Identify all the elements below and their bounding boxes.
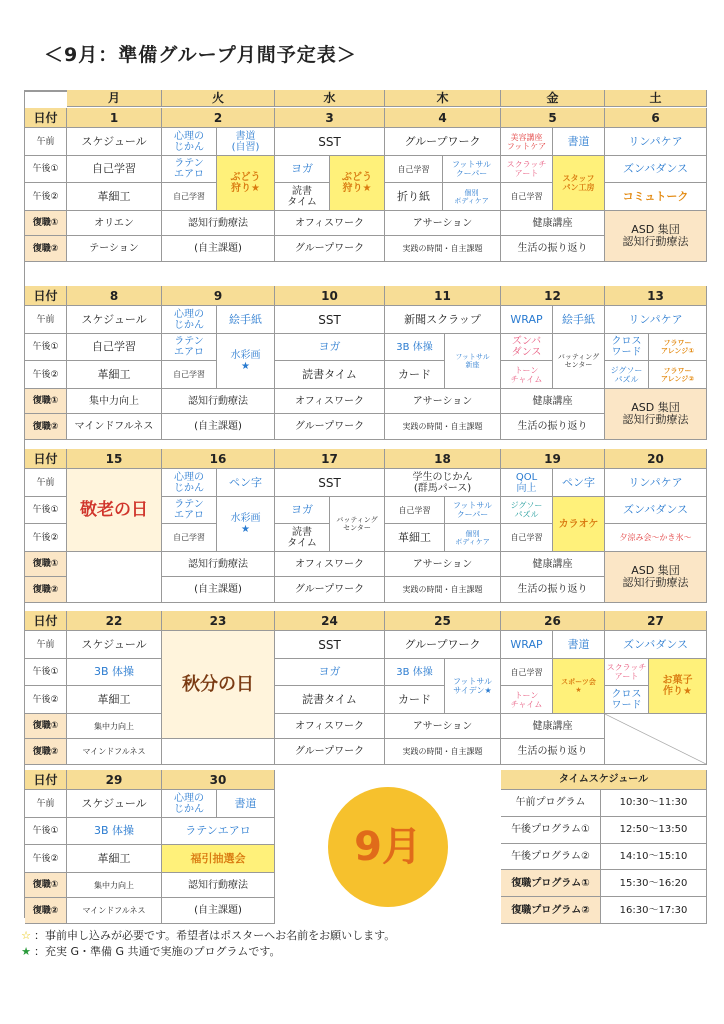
pm1-tue-a: ラテン エアロ <box>162 156 217 183</box>
rev2-3: 生活の振り返り <box>501 739 605 765</box>
pm1-fri-a: 自己学習 <box>501 659 553 686</box>
row-label-pm2: 午後② <box>25 361 67 389</box>
rev1-2: アサーション <box>385 714 501 739</box>
pm2-mon: 革細工 <box>67 686 162 714</box>
am-fri-b: 書道 <box>553 128 605 156</box>
pm2-tue-a: 自己学習 <box>162 524 217 552</box>
asd-block: ASD 集団 認知行動療法 <box>605 389 707 440</box>
date-cell: 9 <box>162 286 275 306</box>
date-cell: 5 <box>501 108 605 128</box>
row-label-pm2: 午後② <box>25 845 67 873</box>
am-wed: SST <box>275 631 385 659</box>
am-fri-a: QOL 向上 <box>501 469 553 497</box>
row-label-am: 午前 <box>25 790 67 818</box>
pm2-mon: 革細工 <box>67 361 162 389</box>
pm1-wed: ヨガ <box>275 659 385 686</box>
pm1-mon: 自己学習 <box>67 334 162 361</box>
timeschedule-time: 14:10〜15:10 <box>601 844 707 871</box>
legend-item-shared <box>20 944 395 960</box>
page-title: ＜9月：準備グループ月間予定表＞ <box>44 44 357 66</box>
am-fri-b: 絵手紙 <box>553 306 605 334</box>
am-tue-a: 心理の じかん <box>162 128 217 156</box>
am-tue-a: 心理の じかん <box>162 790 217 818</box>
am-mon: スケジュール <box>67 306 162 334</box>
weekday-5: 土 <box>605 90 707 107</box>
row-label-date: 日付 <box>25 611 67 631</box>
row-label-rev2: 復職② <box>25 577 67 603</box>
timeschedule-name: 午前プログラム <box>501 790 601 817</box>
pm2-mon: 革細工 <box>67 183 162 211</box>
am-wed: SST <box>275 306 385 334</box>
pm2-tue-a: 自己学習 <box>162 183 217 211</box>
rev1-1: オフィスワーク <box>275 552 385 577</box>
pm2-tue: 福引抽選会 <box>162 845 275 873</box>
am-thu: グループワーク <box>385 128 501 156</box>
date-cell: 24 <box>275 611 385 631</box>
timeschedule-time: 16:30〜17:30 <box>601 897 707 924</box>
row-label-pm2: 午後② <box>25 686 67 714</box>
date-cell: 15 <box>67 449 162 469</box>
pm1-mon: 3B 体操 <box>67 659 162 686</box>
date-cell: 13 <box>605 286 707 306</box>
pm2-thu-a: 折り紙 <box>385 183 443 211</box>
weekday-0: 月 <box>67 90 162 107</box>
row-label-pm1: 午後① <box>25 334 67 361</box>
pm1-tue-b: 水彩画 ★ <box>217 334 275 389</box>
pm1-tue-a: ラテン エアロ <box>162 497 217 524</box>
row-label-rev2: 復職② <box>25 898 67 924</box>
date-cell: 11 <box>385 286 501 306</box>
am-sat: リンパケア <box>605 128 707 156</box>
month-illustration <box>275 770 501 924</box>
row-label-rev2: 復職② <box>25 236 67 262</box>
pm1-fri-a: ズンバ ダンス <box>501 334 553 361</box>
timeschedule-name: 午後プログラム② <box>501 844 601 871</box>
rev2-1: (自主課題) <box>162 236 275 262</box>
pm1-thu-a: 自己学習 <box>385 156 443 183</box>
am-thu: 新聞スクラップ <box>385 306 501 334</box>
row-label-am: 午前 <box>25 128 67 156</box>
date-cell: 1 <box>67 108 162 128</box>
rev2-0: テーション <box>67 236 162 262</box>
row-label-date: 日付 <box>25 770 67 790</box>
row-label-date: 日付 <box>25 286 67 306</box>
rev2-2: グループワーク <box>275 414 385 440</box>
pm1-thu-b: フットサル クーパー <box>443 156 501 183</box>
date-cell: 19 <box>501 449 605 469</box>
row-label-date: 日付 <box>25 108 67 128</box>
asd-block: ASD 集団 認知行動療法 <box>605 552 707 603</box>
date-cell: 4 <box>385 108 501 128</box>
row-label-pm1: 午後① <box>25 659 67 686</box>
date-cell: 2 <box>162 108 275 128</box>
pm1-sat-b: お菓子 作り★ <box>649 659 707 714</box>
am-thu: 学生のじかん (群馬パース) <box>385 469 501 497</box>
am-fri-b: ペン字 <box>553 469 605 497</box>
legend-text: ：事前申し込みが必要です。希望者はポスターへお名前をお願いします。 <box>34 929 396 942</box>
pm1-thu-a: 3B 体操 <box>385 334 445 361</box>
am-mon: スケジュール <box>67 790 162 818</box>
rev2-0: マインドフルネス <box>67 414 162 440</box>
legend-item-reservation <box>20 928 395 944</box>
am-tue-b: ペン字 <box>217 469 275 497</box>
rev1-2: オフィスワーク <box>275 389 385 414</box>
am-tue-b: 書道 <box>217 790 275 818</box>
pm1-fri-a: ジグソー パズル <box>501 497 553 524</box>
am-wed: SST <box>275 469 385 497</box>
blank <box>67 552 162 603</box>
am-mon: スケジュール <box>67 128 162 156</box>
date-cell: 18 <box>385 449 501 469</box>
row-label-rev2: 復職② <box>25 739 67 765</box>
weekday-4: 金 <box>501 90 605 107</box>
pm1-sat-b: フラワー アレンジ① <box>649 334 707 361</box>
rev1-tue: 認知行動療法 <box>162 873 275 898</box>
pm2-fri-a: トーン チャイム <box>501 686 553 714</box>
row-label-am: 午前 <box>25 469 67 497</box>
am-tue-b: 絵手紙 <box>217 306 275 334</box>
row-label-am: 午前 <box>25 306 67 334</box>
pm2-fri-a: トーン チャイム <box>501 361 553 389</box>
star-yellow-icon: ☆ <box>21 929 31 942</box>
row-label-rev1: 復職① <box>25 211 67 236</box>
weekday-3: 木 <box>385 90 501 107</box>
rev1-2: オフィスワーク <box>275 211 385 236</box>
pm1-mon: 3B 体操 <box>67 818 162 845</box>
pm1-thu-b: フットサル サイデン★ <box>445 659 501 714</box>
timeschedule-name: 復職プログラム① <box>501 870 601 897</box>
holiday-illustration: 敬老の日 <box>67 469 162 552</box>
date-cell: 17 <box>275 449 385 469</box>
date-cell: 26 <box>501 611 605 631</box>
row-label-rev2: 復職② <box>25 414 67 440</box>
pm1-wed: ヨガ <box>275 334 385 361</box>
rev1-4: 健康講座 <box>501 389 605 414</box>
pm1-sat-a: スクラッチ アート <box>605 659 649 686</box>
rev2-1: グループワーク <box>275 739 385 765</box>
weekday-1: 火 <box>162 90 275 107</box>
weekday-2: 水 <box>275 90 385 107</box>
pm1-wed-b: バッティング センター <box>330 497 385 552</box>
diagonal-blank <box>605 714 707 765</box>
holiday-illustration: 秋分の日 <box>162 631 275 739</box>
pm2-thu-b: 個別 ボディケア <box>445 524 501 552</box>
pm1-fri-a: スクラッチ アート <box>501 156 553 183</box>
pm1-thu-a: 自己学習 <box>385 497 445 524</box>
row-label-rev1: 復職① <box>25 714 67 739</box>
rev1-2: アサーション <box>385 552 501 577</box>
date-cell: 25 <box>385 611 501 631</box>
timeschedule-time: 10:30〜11:30 <box>601 790 707 817</box>
row-label-pm2: 午後② <box>25 524 67 552</box>
timeschedule-title: タイムスケジュール <box>501 770 707 790</box>
rev1-0: オリエン <box>67 211 162 236</box>
date-cell: 22 <box>67 611 162 631</box>
rev2-3: 生活の振り返り <box>501 577 605 603</box>
star-green-icon: ★ <box>21 945 31 958</box>
am-tue-a: 心理の じかん <box>162 306 217 334</box>
rev1-mon: 集中力向上 <box>67 714 162 739</box>
date-cell: 10 <box>275 286 385 306</box>
timeschedule-name: 午後プログラム① <box>501 817 601 844</box>
date-cell: 30 <box>162 770 275 790</box>
am-tue-b: 書道 (自習) <box>217 128 275 156</box>
pm1-wed-b: ぶどう 狩り★ <box>330 156 385 211</box>
pm1-tue-a: ラテン エアロ <box>162 334 217 361</box>
rev1-1: 認知行動療法 <box>162 211 275 236</box>
pm2-thu-b: 個別 ボディケア <box>443 183 501 211</box>
rev2-tue: (自主課題) <box>162 898 275 924</box>
row-label-rev1: 復職① <box>25 552 67 577</box>
am-tue-a: 心理の じかん <box>162 469 217 497</box>
rev1-1: オフィスワーク <box>275 714 385 739</box>
rev1-mon: 集中力向上 <box>67 873 162 898</box>
rev1-0: 認知行動療法 <box>162 552 275 577</box>
am-fri-a: WRAP <box>501 631 553 659</box>
pm2-thu-a: カード <box>385 686 445 714</box>
am-fri-a: 美容講座 フットケア <box>501 128 553 156</box>
row-label-pm1: 午後① <box>25 156 67 183</box>
month-circle-icon: 9月 <box>328 787 448 907</box>
pm2-wed-a: 読書 タイム <box>275 183 330 211</box>
am-sat: リンパケア <box>605 306 707 334</box>
am-thu: グループワーク <box>385 631 501 659</box>
date-cell: 29 <box>67 770 162 790</box>
legend-text: ：充実 G・準備 G 共通で実施のプログラムです。 <box>34 945 281 958</box>
pm2-sat-a: クロス ワード <box>605 686 649 714</box>
pm1-mon: 自己学習 <box>67 156 162 183</box>
rev2-0: (自主課題) <box>162 577 275 603</box>
pm2-thu-a: 革細工 <box>385 524 445 552</box>
calendar-table <box>24 90 707 918</box>
am-sat: リンパケア <box>605 469 707 497</box>
pm1-fri-b: スポーツ会 ★ <box>553 659 605 714</box>
date-cell: 23 <box>162 611 275 631</box>
row-label-rev1: 復職① <box>25 873 67 898</box>
timeschedule-name: 復職プログラム② <box>501 897 601 924</box>
rev2-4: 生活の振り返り <box>501 414 605 440</box>
pm2-fri-a: 自己学習 <box>501 524 553 552</box>
corner <box>25 91 67 92</box>
pm2-sat: 夕涼み会〜かき氷〜 <box>605 524 707 552</box>
rev1-3: 健康講座 <box>501 552 605 577</box>
pm2-wed-a: 読書 タイム <box>275 524 330 552</box>
am-sat: ズンバダンス <box>605 631 707 659</box>
pm1-wed-a: ヨガ <box>275 156 330 183</box>
date-cell: 27 <box>605 611 707 631</box>
rev1-3: アサーション <box>385 389 501 414</box>
row-label-pm1: 午後① <box>25 497 67 524</box>
pm1-thu-b: フットサル クーパー <box>445 497 501 524</box>
pm1-fri-b: カラオケ <box>553 497 605 552</box>
pm2-wed: 読書タイム <box>275 686 385 714</box>
pm1-tue-b: ぶどう 狩り★ <box>217 156 275 211</box>
rev2-2: 実践の時間・自主課題 <box>385 739 501 765</box>
pm2-mon: 革細工 <box>67 845 162 873</box>
date-cell: 3 <box>275 108 385 128</box>
rev2-2: グループワーク <box>275 236 385 262</box>
date-cell: 6 <box>605 108 707 128</box>
date-cell: 8 <box>67 286 162 306</box>
row-label-pm1: 午後① <box>25 818 67 845</box>
rev2-3: 実践の時間・自主課題 <box>385 236 501 262</box>
pm1-sat: ズンバダンス <box>605 156 707 183</box>
rev2-mon: マインドフルネス <box>67 898 162 924</box>
pm1-sat: ズンバダンス <box>605 497 707 524</box>
rev2-4: 生活の振り返り <box>501 236 605 262</box>
pm1-sat-a: クロス ワード <box>605 334 649 361</box>
row-label-date: 日付 <box>25 449 67 469</box>
pm2-sat-a: ジグソー パズル <box>605 361 649 389</box>
row-label-am: 午前 <box>25 631 67 659</box>
pm2-fri-a: 自己学習 <box>501 183 553 211</box>
am-fri-a: WRAP <box>501 306 553 334</box>
am-wed: SST <box>275 128 385 156</box>
pm1-thu-a: 3B 体操 <box>385 659 445 686</box>
pm1-wed-a: ヨガ <box>275 497 330 524</box>
date-cell: 12 <box>501 286 605 306</box>
pm2-sat-b: フラワー アレンジ② <box>649 361 707 389</box>
row-label-rev1: 復職① <box>25 389 67 414</box>
pm2-tue-a: 自己学習 <box>162 361 217 389</box>
rev2-3: 実践の時間・自主課題 <box>385 414 501 440</box>
rev2-mon: マインドフルネス <box>67 739 162 765</box>
timeschedule-time: 12:50〜13:50 <box>601 817 707 844</box>
pm1-fri-b: スタッフ パン工房 <box>553 156 605 211</box>
rev1-1: 認知行動療法 <box>162 389 275 414</box>
rev1-0: 集中力向上 <box>67 389 162 414</box>
am-mon: スケジュール <box>67 631 162 659</box>
date-cell: 16 <box>162 449 275 469</box>
pm2-sat: コミュトーク <box>605 183 707 211</box>
blank <box>162 739 275 765</box>
rev2-1: (自主課題) <box>162 414 275 440</box>
timeschedule-time: 15:30〜16:20 <box>601 870 707 897</box>
pm1-fri-b: バッティング センター <box>553 334 605 389</box>
pm2-wed: 読書タイム <box>275 361 385 389</box>
date-cell: 20 <box>605 449 707 469</box>
rev2-2: 実践の時間・自主課題 <box>385 577 501 603</box>
pm1-thu-b: フットサル 新座 <box>445 334 501 389</box>
rev1-3: 健康講座 <box>501 714 605 739</box>
legend <box>20 928 395 960</box>
rev2-1: グループワーク <box>275 577 385 603</box>
rev1-3: アサーション <box>385 211 501 236</box>
pm1-tue: ラテンエアロ <box>162 818 275 845</box>
am-fri-b: 書道 <box>553 631 605 659</box>
pm2-thu-a: カード <box>385 361 445 389</box>
pm1-tue-b: 水彩画 ★ <box>217 497 275 552</box>
row-label-pm2: 午後② <box>25 183 67 211</box>
rev1-4: 健康講座 <box>501 211 605 236</box>
asd-block: ASD 集団 認知行動療法 <box>605 211 707 262</box>
